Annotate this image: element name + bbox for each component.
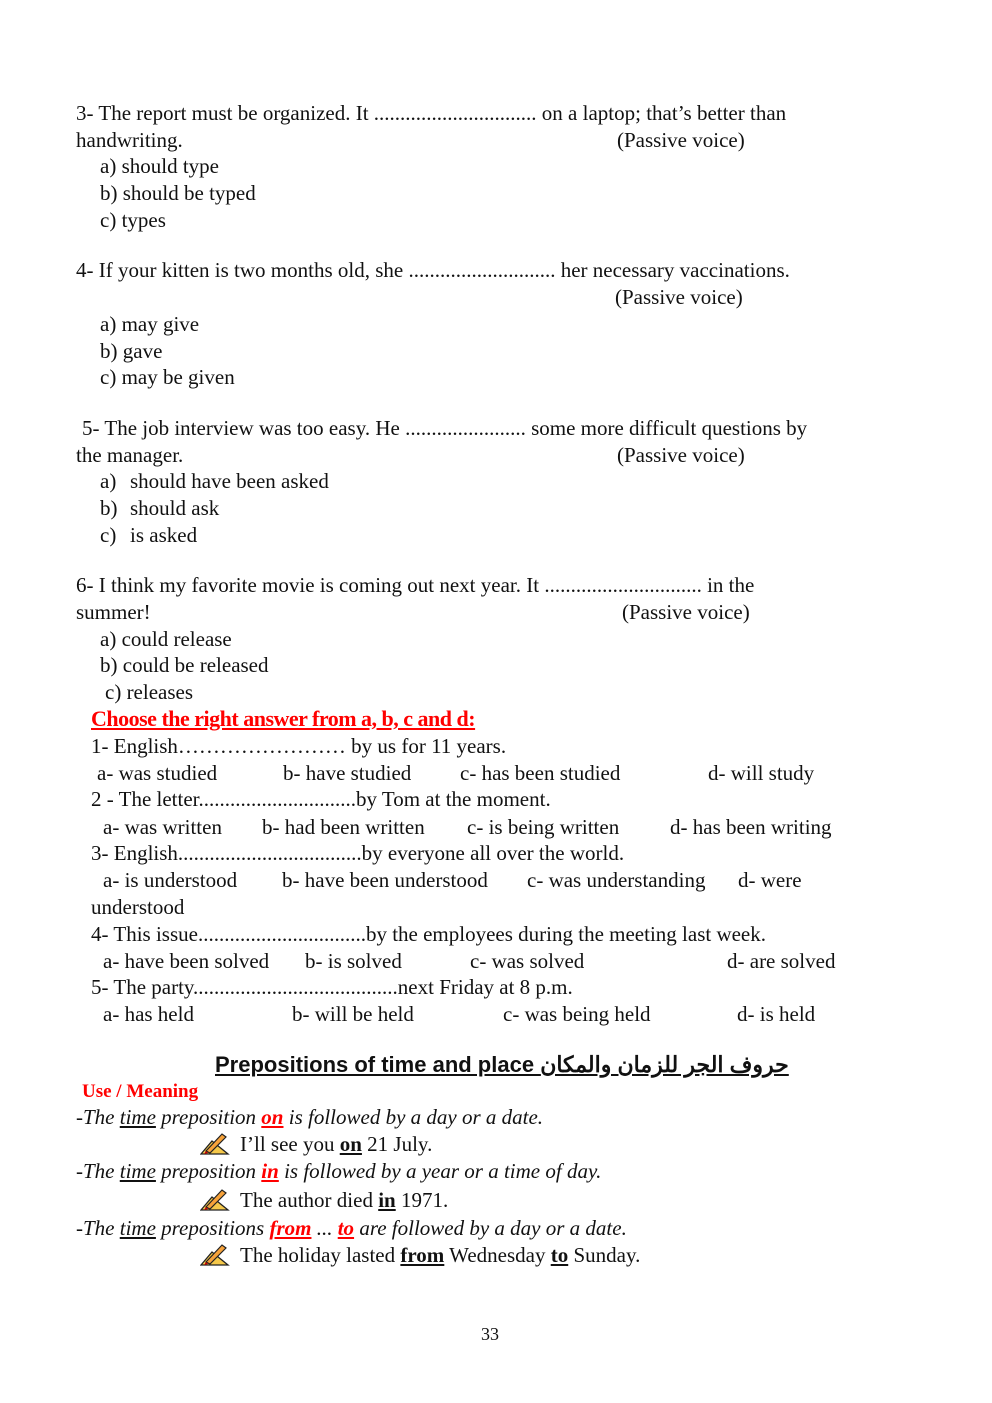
mcq-question: 1- English…………………… by us for 11 years. — [91, 734, 507, 758]
mcq-question: 5- The party.......................................next Friday at 8 p.m. — [91, 975, 573, 999]
option: c) may be given — [100, 365, 235, 389]
mcq-option: c- is being written — [467, 815, 620, 839]
page-number: 33 — [481, 1324, 499, 1344]
question-5-text: 5- The job interview was too easy. He ....................... some more difficult questions by — [82, 416, 808, 440]
question-6-text-cont: summer! — [76, 600, 151, 624]
question-4-text: 4- If your kitten is two months old, she ............................ her necessary vaccinations. — [76, 258, 790, 282]
mcq-option: a- is understood — [103, 868, 238, 892]
option: a) could release — [100, 627, 232, 651]
option: should ask — [130, 496, 220, 520]
mcq-option: d- has been writing — [670, 815, 832, 839]
question-6-text: 6- I think my favorite movie is coming out next year. It .............................. in the — [76, 573, 755, 597]
question-3-text-cont: handwriting. — [76, 128, 183, 152]
mcq-option: c- has been studied — [460, 761, 621, 785]
option-letter: b) — [100, 496, 118, 520]
example-sentence: The author died in 1971. — [240, 1188, 449, 1212]
pencil-writing-icon — [200, 1242, 230, 1266]
option: a) should type — [100, 154, 219, 178]
section-heading: Choose the right answer from a, b, c and d: — [91, 706, 476, 731]
mcq-question: 4- This issue................................by the employees during the meeting last week. — [91, 922, 767, 946]
option: c) types — [100, 208, 166, 232]
passive-voice-tag: (Passive voice) — [617, 128, 745, 152]
mcq-option: b- will be held — [292, 1002, 414, 1026]
rule: -The time preposition in is followed by a year or a time of day. — [76, 1159, 602, 1183]
option: is asked — [130, 523, 198, 547]
question-3-text: 3- The report must be organized. It ............................... on a laptop; that’s better than — [76, 101, 787, 125]
mcq-option: d- is held — [737, 1002, 816, 1026]
mcq-option: d- were — [738, 868, 802, 892]
option: b) should be typed — [100, 181, 256, 205]
mcq-option-cont: understood — [91, 895, 185, 919]
pencil-writing-icon — [200, 1131, 230, 1155]
mcq-question: 3- English...................................by everyone all over the world. — [91, 841, 625, 865]
mcq-option: a- have been solved — [103, 949, 270, 973]
use-meaning-label: Use / Meaning — [82, 1081, 199, 1102]
option: c) releases — [105, 680, 194, 704]
mcq-option: c- was understanding — [527, 868, 706, 892]
mcq-question: 2 - The letter..............................by Tom at the moment. — [91, 787, 551, 811]
rule: -The time prepositions from ... to are followed by a day or a date. — [76, 1216, 627, 1240]
mcq-option: b- had been written — [262, 815, 425, 839]
pencil-writing-icon — [200, 1187, 230, 1211]
mcq-option: a- was written — [103, 815, 222, 839]
mcq-option: b- is solved — [305, 949, 402, 973]
mcq-option: c- was solved — [470, 949, 585, 973]
mcq-option: a- has held — [103, 1002, 194, 1026]
mcq-option: d- are solved — [727, 949, 836, 973]
option: should have been asked — [130, 469, 329, 493]
option-letter: c) — [100, 523, 117, 547]
mcq-option: b- have studied — [283, 761, 412, 785]
example-sentence: The holiday lasted from Wednesday to Sunday. — [240, 1243, 641, 1267]
option: a) may give — [100, 312, 200, 336]
mcq-option: b- have been understood — [282, 868, 488, 892]
passive-voice-tag: (Passive voice) — [622, 600, 750, 624]
option: b) gave — [100, 339, 163, 363]
example-sentence: I’ll see you on 21 July. — [240, 1132, 433, 1156]
mcq-option: a- was studied — [97, 761, 218, 785]
option-letter: a) — [100, 469, 117, 493]
question-5-text-cont: the manager. — [76, 443, 184, 467]
section-title: Prepositions of time and place حروف الجر للزمان والمكان — [215, 1052, 789, 1077]
passive-voice-tag: (Passive voice) — [617, 443, 745, 467]
mcq-option: c- was being held — [503, 1002, 651, 1026]
option: b) could be released — [100, 653, 269, 677]
passive-voice-tag: (Passive voice) — [615, 285, 743, 309]
rule: -The time preposition on is followed by a day or a date. — [76, 1105, 544, 1129]
mcq-option: d- will study — [708, 761, 815, 785]
